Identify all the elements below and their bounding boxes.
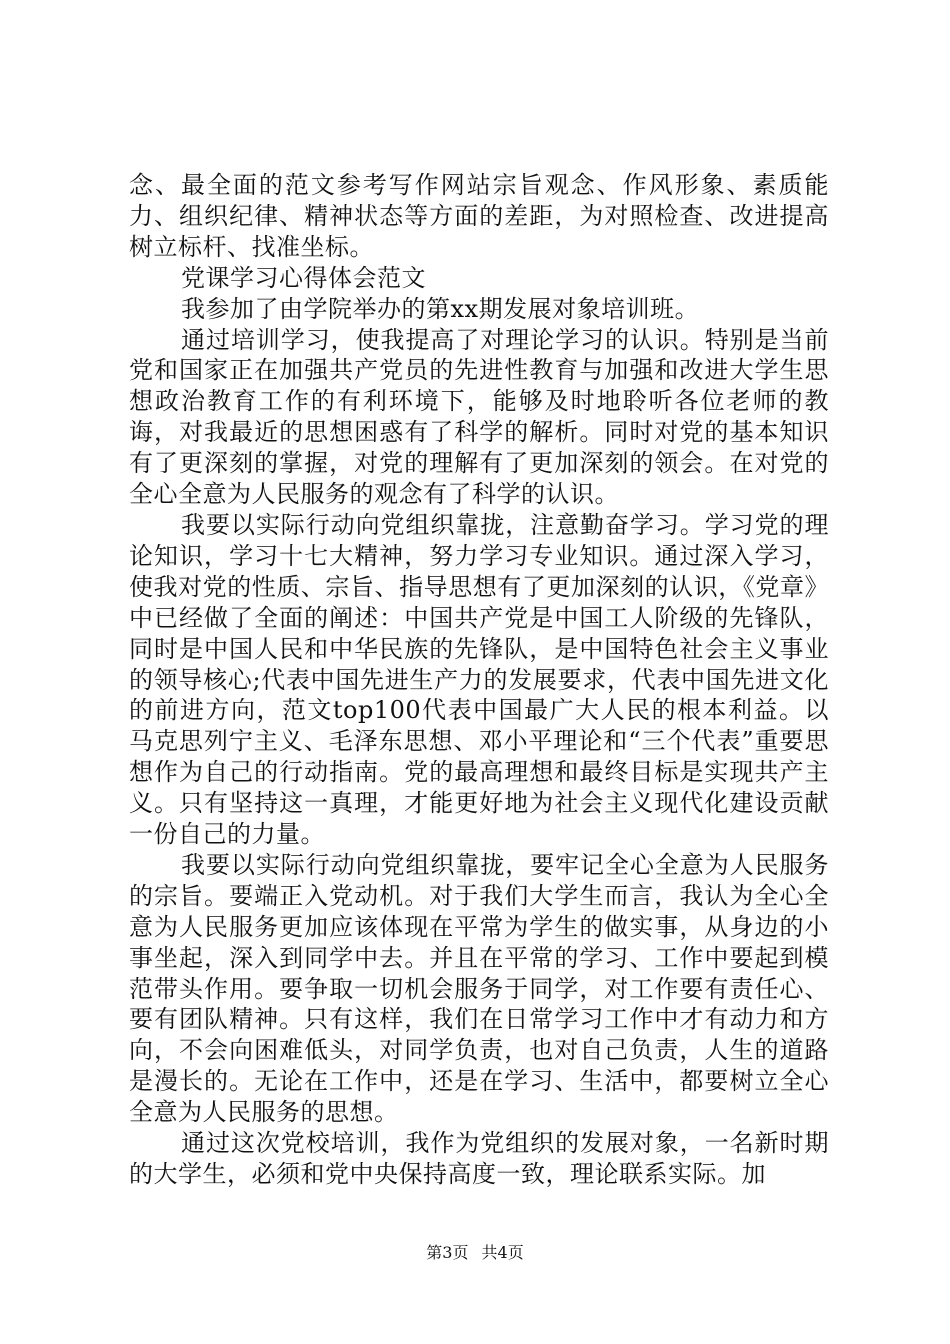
paragraph-heading: 党课学习心得体会范文 [181, 263, 426, 292]
paragraph-5: 我要以实际行动向党组织靠拢，注意勤奋学习。学习党的理论知识，学习十七大精神，努力学习专业知识。通过深入学习，使我对党的性质、宗旨、指导思想有了更加深刻的认识，《党章》中已经做了全面的阐述：中国共产党是中国工人阶级的先锋队，同时是中国人民和中华民族的先锋队，是中国特色社会主义事业的领导核心;代表中国先进生产力的发展要求，代表中国先进文化的前进方向，范文top100代表中国最广大人民的根本利益。以马克思列宁主义、毛泽东思想、邓小平理论和“三个代表”重要思想作为自己的行动指南。党的最高理想和最终目标是实现共产主义。只有坚持这一真理，才能更好地为社会主义现代化建设贡献一份自己的力量。 [129, 510, 829, 849]
paragraph-6: 我要以实际行动向党组织靠拢，要牢记全心全意为人民服务的宗旨。要端正入党动机。对于我们大学生而言，我认为全心全意为人民服务更加应该体现在平常为学生的做实事，从身边的小事坐起，深入到同学中去。并且在平常的学习、工作中要起到模范带头作用。要争取一切机会服务于同学，对工作要有责任心、要有团队精神。只有这样，我们在日常学习工作中才有动力和方向，不会向困难低头，对同学负责，也对自己负责，人生的道路是漫长的。无论在工作中，还是在学习、生活中，都要树立全心全意为人民服务的思想。 [129, 850, 829, 1127]
page-footer [0, 1243, 950, 1263]
paragraph-1: 念、最全面的范文参考写作网站宗旨观念、作风形象、素质能力、组织纪律、精神状态等方面的差距，为对照检查、改进提高树立标杆、找准坐标。 [129, 171, 829, 261]
paragraph-7: 通过这次党校培训，我作为党组织的发展对象，一名新时期的大学生，必须和党中央保持高度一致，理论联系实际。加 [129, 1129, 829, 1188]
paragraph-3: 我参加了由学院举办的第xx期发展对象培训班。 [181, 294, 700, 323]
document-body [129, 170, 829, 1190]
page-number: 第3页 [426, 1243, 469, 1262]
paragraph-4: 通过培训学习，使我提高了对理论学习的认识。特别是当前党和国家正在加强共产党员的先进性教育与加强和改进大学生思想政治教育工作的有利环境下，能够及时地聆听各位老师的教诲，对我最近的思想困惑有了科学的解析。同时对党的基本知识有了更深刻的掌握，对党的理解有了更加深刻的领会。在对党的全心全意为人民服务的观念有了科学的认识。 [129, 325, 829, 509]
page-total: 共4页 [481, 1243, 524, 1262]
